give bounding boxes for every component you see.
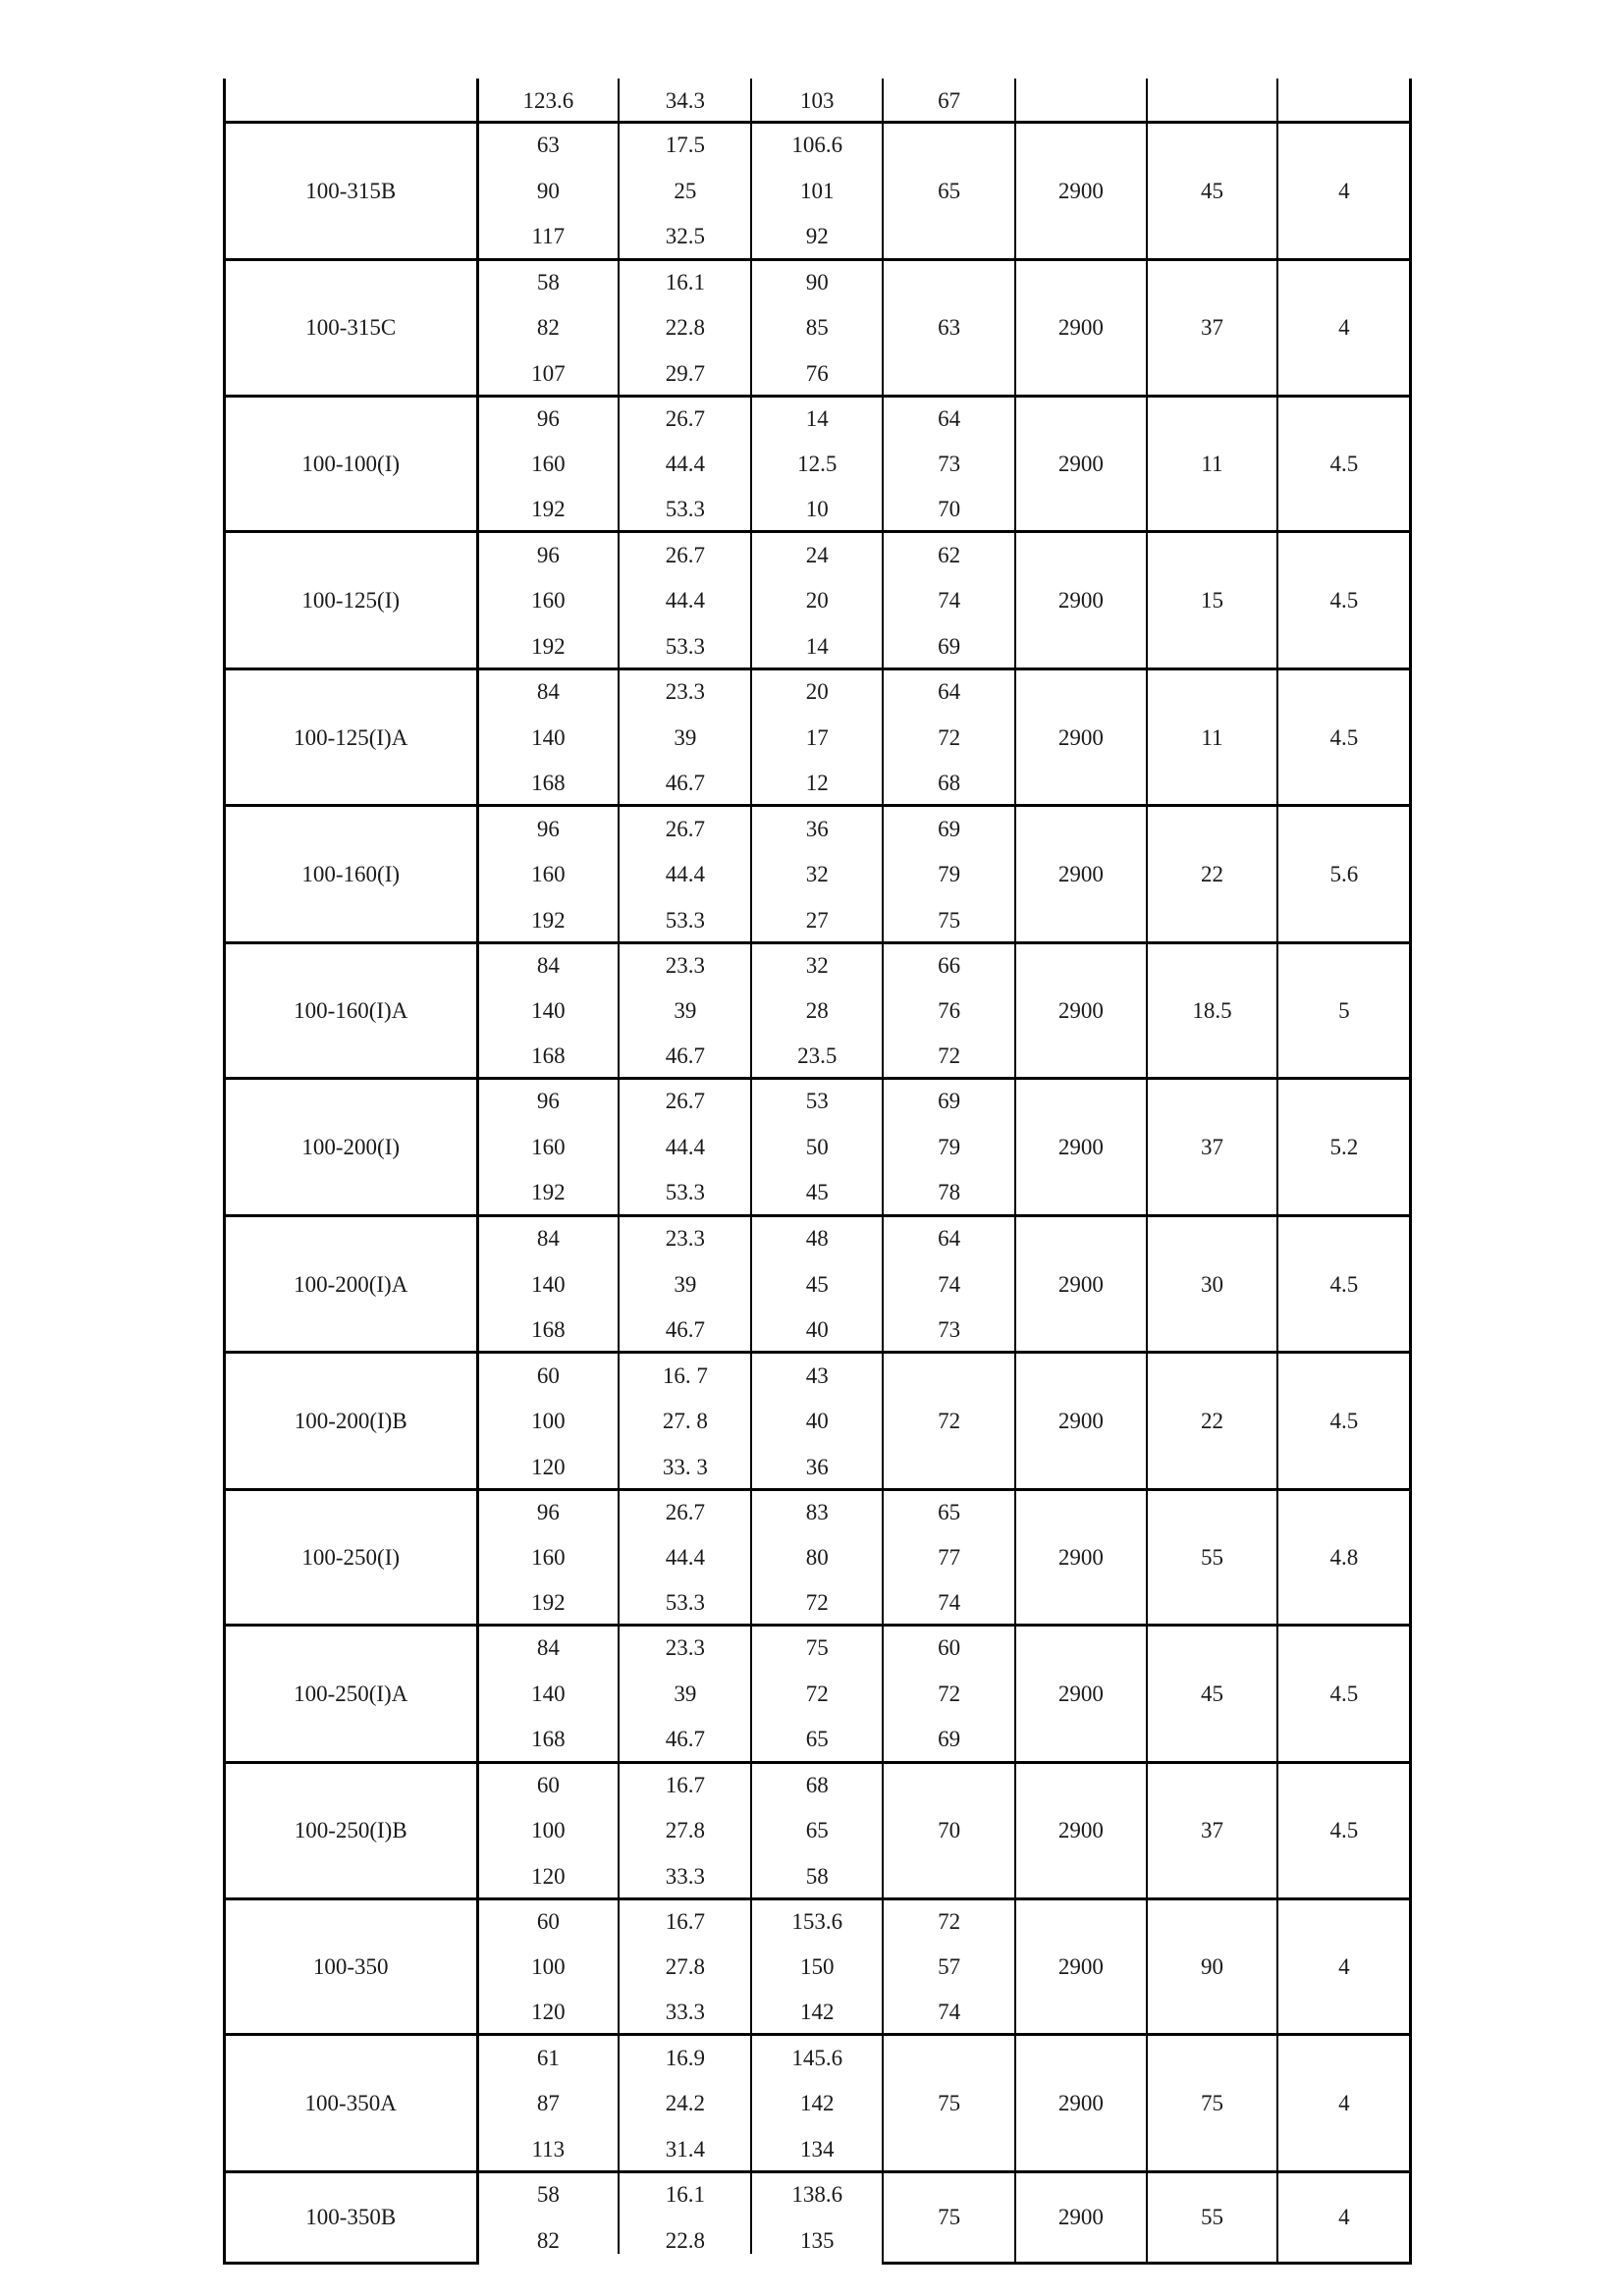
row-divider	[223, 258, 1412, 261]
table-cell: 76	[805, 360, 829, 386]
table-cell: 16.7	[665, 1772, 706, 1797]
table-cell: 4.5	[1329, 1271, 1359, 1297]
table-cell: 160	[531, 452, 566, 477]
table-cell: 2900	[1057, 862, 1104, 887]
table-cell: 83	[805, 1499, 829, 1524]
table-cell: 46.7	[665, 1317, 706, 1343]
table-cell: 60	[536, 1772, 560, 1797]
table-cell: 72	[938, 724, 961, 750]
table-cell: 39	[674, 1271, 697, 1297]
table-cell: 69	[938, 1727, 961, 1752]
table-cell: 12	[805, 771, 829, 796]
table-cell: 30	[1200, 1271, 1223, 1297]
table-cell: 74	[938, 1589, 961, 1615]
table-cell: 45	[1200, 1681, 1223, 1706]
table-cell: 44.4	[665, 588, 706, 614]
table-cell: 18.5	[1192, 998, 1232, 1024]
table-cell: 4	[1338, 2091, 1350, 2116]
table-cell: 79	[938, 862, 961, 887]
table-cell: 2900	[1057, 724, 1104, 750]
table-cell: 17	[805, 724, 829, 750]
table-cell: 75	[1200, 2091, 1223, 2116]
table-vertical-rule	[223, 79, 226, 2264]
table-cell: 46.7	[665, 1727, 706, 1752]
table-cell: 61	[536, 2045, 560, 2070]
table-cell: 58	[536, 2182, 560, 2208]
table-cell: 44.4	[665, 1544, 706, 1570]
table-cell: 84	[536, 1225, 560, 1251]
table-cell: 32	[805, 862, 829, 887]
table-cell: 36	[805, 1454, 829, 1479]
table-cell: 23.3	[665, 679, 706, 705]
table-cell: 40	[805, 1409, 829, 1434]
table-cell: 2900	[1057, 1954, 1104, 1980]
table-cell: 16.9	[665, 2045, 706, 2070]
table-cell: 74	[938, 2000, 961, 2025]
table-cell: 142	[799, 2091, 835, 2116]
table-vertical-rule	[1409, 79, 1412, 2264]
table-cell: 63	[536, 133, 560, 158]
table-cell: 4.5	[1329, 1818, 1359, 1843]
table-cell: 69	[938, 633, 961, 659]
table-cell: 2900	[1057, 1818, 1104, 1843]
table-cell: 90	[1200, 1954, 1223, 1980]
table-cell: 100-100(I)	[301, 452, 401, 477]
table-cell: 145.6	[791, 2045, 843, 2070]
table-cell: 75	[938, 2205, 961, 2230]
table-cell: 72	[805, 1681, 829, 1706]
table-cell: 14	[805, 406, 829, 432]
table-cell: 37	[1200, 1134, 1223, 1159]
table-vertical-rule	[882, 79, 884, 2264]
table-cell: 14	[805, 633, 829, 659]
table-cell: 72	[805, 1589, 829, 1615]
row-divider	[223, 667, 1412, 670]
table-cell: 39	[674, 724, 697, 750]
table-cell: 45	[805, 1271, 829, 1297]
table-cell: 100-160(I)	[301, 862, 401, 887]
table-cell: 53	[805, 1089, 829, 1114]
table-cell: 23.3	[665, 953, 706, 979]
table-cell: 28	[805, 998, 829, 1024]
table-cell: 20	[805, 588, 829, 614]
table-cell: 53.3	[665, 497, 706, 522]
table-cell: 25	[674, 178, 697, 203]
table-cell: 192	[531, 1589, 566, 1615]
table-cell: 33.3	[665, 1863, 706, 1889]
table-cell: 2900	[1057, 1409, 1104, 1434]
table-cell: 27	[805, 907, 829, 933]
table-cell: 16. 7	[662, 1362, 708, 1388]
row-divider	[223, 1351, 1412, 1354]
table-cell: 2900	[1057, 1134, 1104, 1159]
table-cell: 84	[536, 1635, 560, 1661]
table-cell: 2900	[1057, 1271, 1104, 1297]
table-cell: 32.5	[665, 224, 706, 249]
table-cell: 74	[938, 588, 961, 614]
table-cell: 78	[938, 1180, 961, 1205]
table-cell: 138.6	[791, 2182, 843, 2208]
table-cell: 100-315B	[305, 178, 397, 203]
table-cell: 46.7	[665, 771, 706, 796]
table-cell: 5	[1338, 998, 1350, 1024]
table-cell: 10	[805, 497, 829, 522]
table-cell: 106.6	[791, 133, 843, 158]
table-cell: 62	[938, 542, 961, 567]
table-bottom-border	[882, 2262, 1412, 2265]
table-cell: 65	[938, 178, 961, 203]
table-cell: 82	[536, 2227, 560, 2253]
table-cell: 168	[531, 1043, 566, 1069]
table-cell: 100-315C	[305, 315, 397, 341]
table-cell: 140	[531, 724, 566, 750]
table-cell: 100-200(I)	[301, 1134, 401, 1159]
table-cell: 2900	[1057, 2205, 1104, 2230]
table-cell: 44.4	[665, 1134, 706, 1159]
table-cell: 92	[805, 224, 829, 249]
table-cell: 33. 3	[662, 1454, 708, 1479]
table-cell: 100-200(I)A	[294, 1271, 408, 1297]
table-vertical-rule	[476, 79, 479, 2264]
table-cell: 24.2	[665, 2091, 706, 2116]
table-cell: 90	[536, 178, 560, 203]
table-cell: 26.7	[665, 542, 706, 567]
table-cell: 100	[531, 1818, 566, 1843]
table-cell: 192	[531, 633, 566, 659]
table-cell: 100-350B	[305, 2205, 397, 2230]
table-cell: 80	[805, 1544, 829, 1570]
table-cell: 100-125(I)A	[294, 724, 408, 750]
table-cell: 160	[531, 1544, 566, 1570]
row-divider	[223, 1897, 1412, 1900]
table-vertical-rule	[1146, 79, 1148, 2264]
table-cell: 4.8	[1329, 1544, 1359, 1570]
table-cell: 150	[799, 1954, 835, 1980]
table-cell: 11	[1201, 452, 1223, 477]
table-cell: 96	[536, 542, 560, 567]
table-cell: 65	[805, 1818, 829, 1843]
table-cell: 168	[531, 1727, 566, 1752]
table-cell: 140	[531, 1681, 566, 1706]
table-cell: 72	[938, 1681, 961, 1706]
table-cell: 55	[1200, 1544, 1223, 1570]
table-cell: 31.4	[665, 2136, 706, 2162]
table-cell: 64	[938, 679, 961, 705]
table-cell: 75	[805, 1635, 829, 1661]
table-cell: 87	[536, 2091, 560, 2116]
table-cell: 2900	[1057, 178, 1104, 203]
table-cell: 26.7	[665, 1499, 706, 1524]
table-cell: 29.7	[665, 360, 706, 386]
table-cell: 69	[938, 1089, 961, 1114]
table-cell: 53.3	[665, 907, 706, 933]
table-cell: 12.5	[797, 452, 838, 477]
table-cell: 82	[536, 315, 560, 341]
table-cell: 40	[805, 1317, 829, 1343]
table-cell: 101	[799, 178, 835, 203]
table-cell: 23.3	[665, 1225, 706, 1251]
table-cell: 43	[805, 1362, 829, 1388]
table-cell: 192	[531, 907, 566, 933]
table-cell: 16.1	[665, 2182, 706, 2208]
table-cell: 4	[1338, 178, 1350, 203]
table-cell: 65	[805, 1727, 829, 1752]
table-cell: 27.8	[665, 1818, 706, 1843]
table-cell: 160	[531, 1134, 566, 1159]
table-cell: 100-250(I)B	[294, 1818, 407, 1843]
table-cell: 135	[799, 2227, 835, 2253]
table-cell: 73	[938, 452, 961, 477]
row-divider	[223, 395, 1412, 398]
table-cell: 100	[531, 1409, 566, 1434]
table-cell: 64	[938, 406, 961, 432]
row-divider	[223, 1761, 1412, 1764]
row-divider	[223, 1077, 1412, 1080]
table-cell: 73	[938, 1317, 961, 1343]
table-cell: 34.3	[665, 87, 706, 113]
table-cell: 100-250(I)A	[294, 1681, 408, 1706]
table-cell: 45	[1200, 178, 1223, 203]
table-cell: 96	[536, 1089, 560, 1114]
table-cell: 100-125(I)	[301, 588, 401, 614]
table-cell: 74	[938, 1271, 961, 1297]
table-cell: 72	[938, 1409, 961, 1434]
table-cell: 113	[531, 2136, 566, 2162]
table-vertical-rule	[1014, 79, 1016, 2264]
table-cell: 23.3	[665, 1635, 706, 1661]
table-cell: 4.5	[1329, 724, 1359, 750]
table-vertical-rule	[1276, 79, 1278, 2264]
table-cell: 100-350A	[304, 2091, 397, 2116]
table-cell: 140	[531, 998, 566, 1024]
table-cell: 20	[805, 679, 829, 705]
table-cell: 11	[1201, 724, 1223, 750]
row-divider	[223, 1624, 1412, 1627]
table-cell: 26.7	[665, 406, 706, 432]
table-cell: 134	[799, 2136, 835, 2162]
table-cell: 160	[531, 588, 566, 614]
table-cell: 77	[938, 1544, 961, 1570]
table-cell: 120	[531, 1454, 566, 1479]
table-cell: 192	[531, 1180, 566, 1205]
table-cell: 22.8	[665, 2227, 706, 2253]
row-divider	[223, 2033, 1412, 2036]
table-cell: 24	[805, 542, 829, 567]
table-cell: 5.6	[1329, 862, 1359, 887]
table-cell: 100-160(I)A	[294, 998, 408, 1024]
table-cell: 107	[531, 360, 566, 386]
table-cell: 69	[938, 816, 961, 841]
table-cell: 23.5	[797, 1043, 838, 1069]
table-cell: 5.2	[1329, 1134, 1359, 1159]
table-cell: 75	[938, 2091, 961, 2116]
row-divider	[223, 1488, 1412, 1491]
table-cell: 2900	[1057, 315, 1104, 341]
table-cell: 103	[799, 87, 835, 113]
table-cell: 16.7	[665, 1909, 706, 1935]
table-cell: 4.5	[1329, 1681, 1359, 1706]
table-cell: 68	[938, 771, 961, 796]
table-cell: 4	[1338, 1954, 1350, 1980]
table-cell: 75	[938, 907, 961, 933]
table-cell: 96	[536, 816, 560, 841]
table-cell: 63	[938, 315, 961, 341]
table-cell: 32	[805, 953, 829, 979]
table-cell: 4.5	[1329, 452, 1359, 477]
table-cell: 44.4	[665, 452, 706, 477]
table-vertical-rule	[618, 79, 620, 2255]
table-bottom-border	[223, 2262, 479, 2265]
table-cell: 2900	[1057, 998, 1104, 1024]
table-cell: 2900	[1057, 1681, 1104, 1706]
table-cell: 2900	[1057, 588, 1104, 614]
table-cell: 33.3	[665, 2000, 706, 2025]
table-cell: 72	[938, 1909, 961, 1935]
table-cell: 27. 8	[662, 1409, 708, 1434]
table-cell: 58	[536, 269, 560, 294]
table-cell: 84	[536, 679, 560, 705]
table-cell: 60	[938, 1635, 961, 1661]
table-cell: 72	[938, 1043, 961, 1069]
table-cell: 67	[938, 87, 961, 113]
table-cell: 96	[536, 406, 560, 432]
table-cell: 26.7	[665, 1089, 706, 1114]
table-cell: 140	[531, 1271, 566, 1297]
table-cell: 70	[938, 497, 961, 522]
table-cell: 2900	[1057, 1544, 1104, 1570]
table-cell: 76	[938, 998, 961, 1024]
table-cell: 100-200(I)B	[294, 1409, 407, 1434]
table-cell: 70	[938, 1818, 961, 1843]
row-divider	[223, 804, 1412, 807]
table-cell: 26.7	[665, 816, 706, 841]
row-divider	[223, 530, 1412, 533]
table-cell: 37	[1200, 1818, 1223, 1843]
table-cell: 15	[1200, 588, 1223, 614]
table-cell: 50	[805, 1134, 829, 1159]
table-cell: 64	[938, 1225, 961, 1251]
row-divider	[223, 941, 1412, 944]
table-cell: 37	[1200, 315, 1223, 341]
table-cell: 60	[536, 1909, 560, 1935]
row-divider	[223, 2170, 1412, 2173]
table-cell: 16.1	[665, 269, 706, 294]
table-cell: 84	[536, 953, 560, 979]
table-cell: 60	[536, 1362, 560, 1388]
table-cell: 4	[1338, 2205, 1350, 2230]
table-cell: 100-350	[312, 1954, 389, 1980]
table-cell: 4.5	[1329, 588, 1359, 614]
table-cell: 46.7	[665, 1043, 706, 1069]
table-cell: 117	[531, 224, 566, 249]
table-cell: 4	[1338, 315, 1350, 341]
table-cell: 96	[536, 1499, 560, 1524]
table-cell: 120	[531, 1863, 566, 1889]
row-divider	[223, 1214, 1412, 1217]
table-cell: 120	[531, 2000, 566, 2025]
table-vertical-rule	[750, 79, 752, 2255]
table-cell: 168	[531, 771, 566, 796]
table-cell: 39	[674, 998, 697, 1024]
table-cell: 142	[799, 2000, 835, 2025]
table-cell: 48	[805, 1225, 829, 1251]
table-cell: 45	[805, 1180, 829, 1205]
table-cell: 55	[1200, 2205, 1223, 2230]
table-cell: 79	[938, 1134, 961, 1159]
table-cell: 4.5	[1329, 1409, 1359, 1434]
table-cell: 36	[805, 816, 829, 841]
table-cell: 27.8	[665, 1954, 706, 1980]
table-cell: 22	[1200, 862, 1223, 887]
table-cell: 66	[938, 953, 961, 979]
table-cell: 58	[805, 1863, 829, 1889]
table-cell: 57	[938, 1954, 961, 1980]
table-cell: 17.5	[665, 133, 706, 158]
table-cell: 44.4	[665, 862, 706, 887]
table-cell: 168	[531, 1317, 566, 1343]
table-cell: 68	[805, 1772, 829, 1797]
table-cell: 39	[674, 1681, 697, 1706]
table-cell: 100	[531, 1954, 566, 1980]
table-cell: 2900	[1057, 452, 1104, 477]
row-divider	[223, 121, 1412, 124]
table-cell: 85	[805, 315, 829, 341]
table-cell: 22.8	[665, 315, 706, 341]
table-cell: 160	[531, 862, 566, 887]
table-cell: 2900	[1057, 2091, 1104, 2116]
table-cell: 100-250(I)	[301, 1544, 401, 1570]
table-cell: 53.3	[665, 633, 706, 659]
table-cell: 22	[1200, 1409, 1223, 1434]
table-cell: 90	[805, 269, 829, 294]
table-cell: 192	[531, 497, 566, 522]
table-cell: 53.3	[665, 1589, 706, 1615]
table-cell: 53.3	[665, 1180, 706, 1205]
table-cell: 123.6	[522, 87, 574, 113]
table-cell: 65	[938, 1499, 961, 1524]
table-cell: 153.6	[791, 1909, 843, 1935]
